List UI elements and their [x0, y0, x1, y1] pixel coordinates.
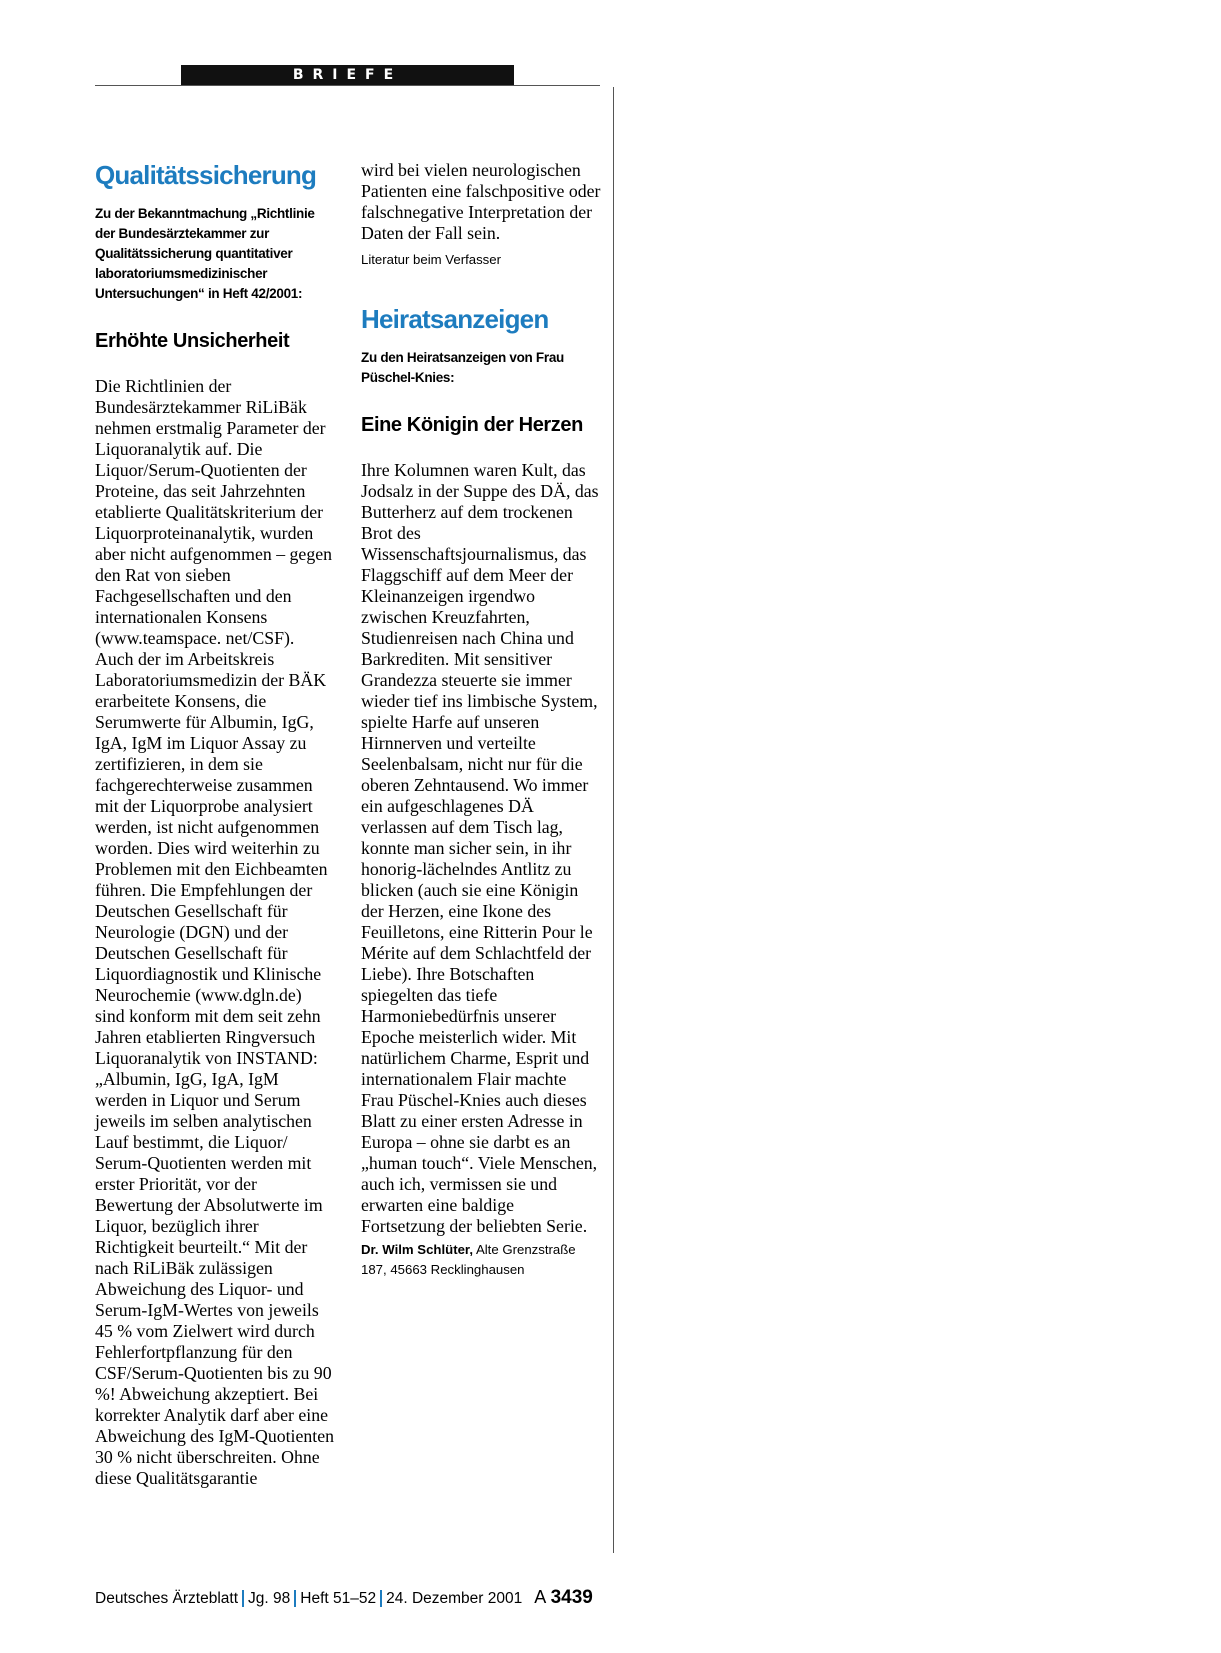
- article-body: Ihre Kolumnen waren Kult, das Jodsalz in der Suppe des DÄ, das Butterherz auf dem trockenen Brot des Wissenschaftsjournalismus, das Flaggschiff auf dem Meer der Kleinanzeigen irgendwo zwischen Kreuzfahrten, Studienreisen nach China und Barkrediten. Mit sensitiver Grandezza steuerte sie immer wieder tief ins limbische System, spielte Harfe auf unseren Hirnnerven und verteilte Seelenbalsam, nicht nur für die oberen Zehntausend. Wo immer ein aufgeschlagenes DÄ verlassen auf dem Tisch lag, konnte man sicher sein, in ihr honorig-lächelndes Antlitz zu blicken (auch sie eine Königin der Herzen, eine Ikone des Feuilletons, eine Ritterin Pour le Mérite auf dem Schlachtfeld der Liebe). Ihre Botschaften spiegelten das tiefe Harmoniebedürfnis unserer Epoche meisterlich wider. Mit natürlichem Charme, Esprit und internationalem Flair machte Frau Püschel-Knies auch dieses Blatt zu einer ersten Adresse in Europa – ohne sie darbt es an „human touch“. Viele Menschen, auch ich, vermissen sie und erwarten eine baldige Fortsetzung der beliebten Serie.: [361, 460, 599, 1236]
- footer-separator: [380, 1590, 382, 1607]
- section-label: BRIEFE: [292, 67, 403, 83]
- issue-date: 24. Dezember 2001: [386, 1590, 523, 1607]
- author-signature: [361, 1240, 601, 1279]
- section-title-qualitaetssicherung: Qualitätssicherung: [95, 160, 317, 190]
- journal-name: Deutsches Ärzteblatt: [95, 1590, 239, 1607]
- footer-separator: [242, 1590, 244, 1607]
- journal-issue: Heft 51–52: [300, 1590, 377, 1607]
- author-name: Dr. Wilm Schlüter,: [361, 1242, 474, 1257]
- page-footer: [95, 1585, 605, 1609]
- right-column: [361, 160, 601, 1279]
- column-rule: [613, 87, 614, 1553]
- section-title-heiratsanzeigen: Heiratsanzeigen: [361, 304, 549, 334]
- article-headline: Eine Königin der Herzen: [361, 414, 583, 436]
- left-column: [95, 160, 335, 1489]
- page-prefix: A: [534, 1587, 547, 1607]
- article-body: Die Richtlinien der Bundesärztekammer RiLiBäk nehmen erstmalig Parameter der Liquoranalytik auf. Die Liquor/Serum-Quotienten der Proteine, das seit Jahrzehnten etablierte Qualitätskriterium der Liquorproteinanalytik, wurden aber nicht aufgenommen – gegen den Rat von sieben Fachgesellschaften und den internationalen Konsens (www.teamspace. net/CSF). Auch der im Arbeitskreis Laboratoriumsmedizin der BÄK erarbeitete Konsens, die Serumwerte für Albumin, IgG, IgA, IgM im Liquor Assay zu zertifizieren, in dem sie fachgerechterweise zusammen mit der Liquorprobe analysiert werden, ist nicht aufgenommen worden. Dies wird weiterhin zu Problemen mit den Eichbeamten führen. Die Empfehlungen der Deutschen Gesellschaft für Neurologie (DGN) und der Deutschen Gesellschaft für Liquordiagnostik und Klinische Neurochemie (www.dgln.de) sind konform mit dem seit zehn Jahren etablierten Ringversuch Liquoranalytik von INSTAND: „Albumin, IgG, IgA, IgM werden in Liquor und Serum jeweils im selben analytischen Lauf bestimmt, die Liquor/ Serum-Quotienten werden mit erster Priorität, vor der Bewertung der Absolutwerte im Liquor, bezüglich ihrer Richtigkeit beurteilt.“ Mit der nach RiLiBäk zulässigen Abweichung des Liquor- und Serum-IgM-Wertes von jeweils 45 % vom Zielwert wird durch Fehlerfortpflanzung für den CSF/Serum-Quotienten bis zu 90 %! Abweichung akzeptiert. Bei korrekter Analytik darf aber eine Abweichung des IgM-Quotienten 30 % nicht überschreiten. Ohne diese Qualitätsgarantie: [95, 376, 335, 1488]
- header-rule: [95, 85, 600, 86]
- section-label-bar: [181, 65, 514, 85]
- article-deck: Zu den Heiratsanzeigen von Frau Püschel-Knies:: [361, 350, 564, 385]
- page-number: 3439: [550, 1587, 593, 1608]
- footer-separator: [294, 1590, 296, 1607]
- article-body-continued: wird bei vielen neurologischen Patienten eine falschpositive oder falschnegative Interpretation der Daten der Fall sein.: [361, 160, 601, 243]
- literature-note: Literatur beim Verfasser: [361, 252, 501, 267]
- article-deck: Zu der Bekanntmachung „Richtlinie der Bundesärztekammer zur Qualitätssicherung quantitativer laboratoriumsmedizinischer Untersuchungen“ in Heft 42/2001:: [95, 206, 315, 301]
- article-headline: Erhöhte Unsicherheit: [95, 330, 290, 352]
- author-address: Alte Grenzstraße 187, 45663 Recklinghausen: [361, 1242, 576, 1277]
- journal-volume: Jg. 98: [248, 1590, 291, 1607]
